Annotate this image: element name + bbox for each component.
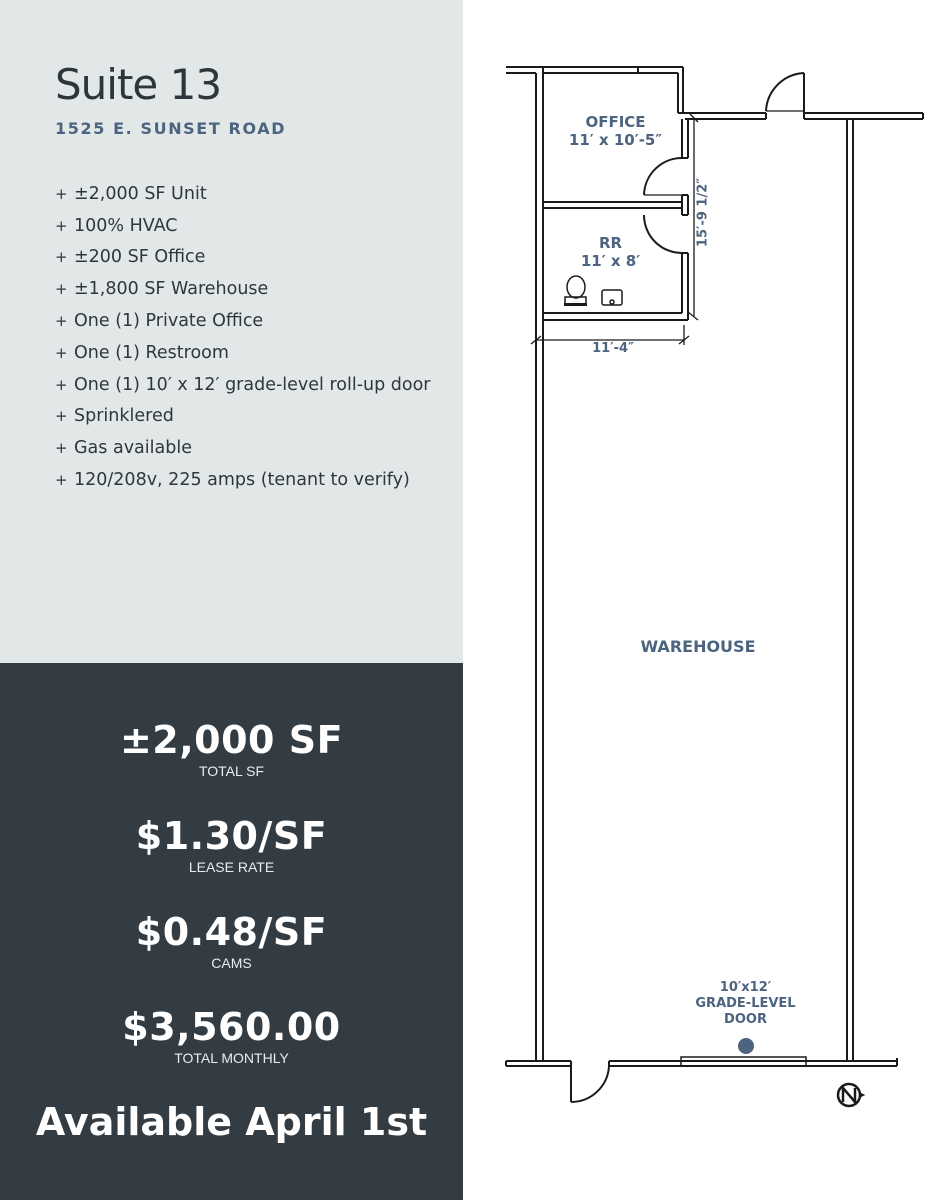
plus-icon: +: [55, 471, 68, 490]
feature-item: + Sprinklered: [55, 401, 431, 433]
feature-item: + 100% HVAC: [55, 210, 431, 242]
stat-label: TOTAL SF: [198, 763, 265, 779]
stat-lease-rate: [0, 814, 463, 876]
stat-label: LEASE RATE: [188, 859, 275, 875]
toilet-base-icon: [564, 303, 587, 306]
office-label: OFFICE 11′ x 10′-5″: [568, 113, 663, 149]
stat-label: TOTAL MONTHLY: [174, 1050, 289, 1066]
feature-item: + ±1,800 SF Warehouse: [55, 273, 431, 305]
property-address: 1525 E. SUNSET ROAD: [55, 119, 287, 138]
dimension-horizontal: 11′-4″: [592, 341, 634, 356]
stat-value: $1.30/SF: [135, 814, 328, 858]
door-marker-icon: [738, 1038, 754, 1054]
plus-icon: +: [55, 312, 68, 331]
stat-value: $0.48/SF: [135, 910, 328, 954]
warehouse-label: WAREHOUSE: [640, 637, 756, 656]
feature-item: + ±200 SF Office: [55, 242, 431, 274]
plus-icon: +: [55, 439, 68, 458]
plus-icon: +: [55, 216, 68, 235]
page-title: Suite 13: [55, 60, 222, 109]
grade-level-door-label: 10′x12′ GRADE-LEVEL DOOR: [695, 980, 796, 1027]
stat-label: CAMS: [211, 955, 252, 971]
feature-item: + ±2,000 SF Unit: [55, 178, 431, 210]
feature-item: + Gas available: [55, 432, 431, 464]
availability-text: Available April 1st: [35, 1100, 428, 1144]
plus-icon: +: [55, 343, 68, 362]
stat-total-monthly: [0, 1005, 463, 1067]
north-arrow-icon: [838, 1084, 863, 1106]
info-panel: [0, 0, 463, 663]
stat-value: $3,560.00: [122, 1005, 341, 1049]
restroom-label: RR 11′ x 8′: [580, 234, 641, 270]
plus-icon: +: [55, 280, 68, 299]
feature-item: + One (1) Private Office: [55, 305, 431, 337]
stat-value: ±2,000 SF: [119, 718, 344, 762]
feature-list: [55, 178, 431, 496]
dimension-vertical: 15′-9 1/2″: [695, 177, 711, 248]
feature-item: + One (1) 10′ x 12′ grade-level roll-up door: [55, 369, 431, 401]
stat-cams: [0, 910, 463, 972]
stat-total-sf: [0, 718, 463, 780]
plus-icon: +: [55, 248, 68, 267]
feature-item: + 120/208v, 225 amps (tenant to verify): [55, 464, 431, 496]
floor-plan: [463, 0, 927, 1200]
feature-item: + One (1) Restroom: [55, 337, 431, 369]
plus-icon: +: [55, 184, 68, 203]
plus-icon: +: [55, 407, 68, 426]
plus-icon: +: [55, 375, 68, 394]
